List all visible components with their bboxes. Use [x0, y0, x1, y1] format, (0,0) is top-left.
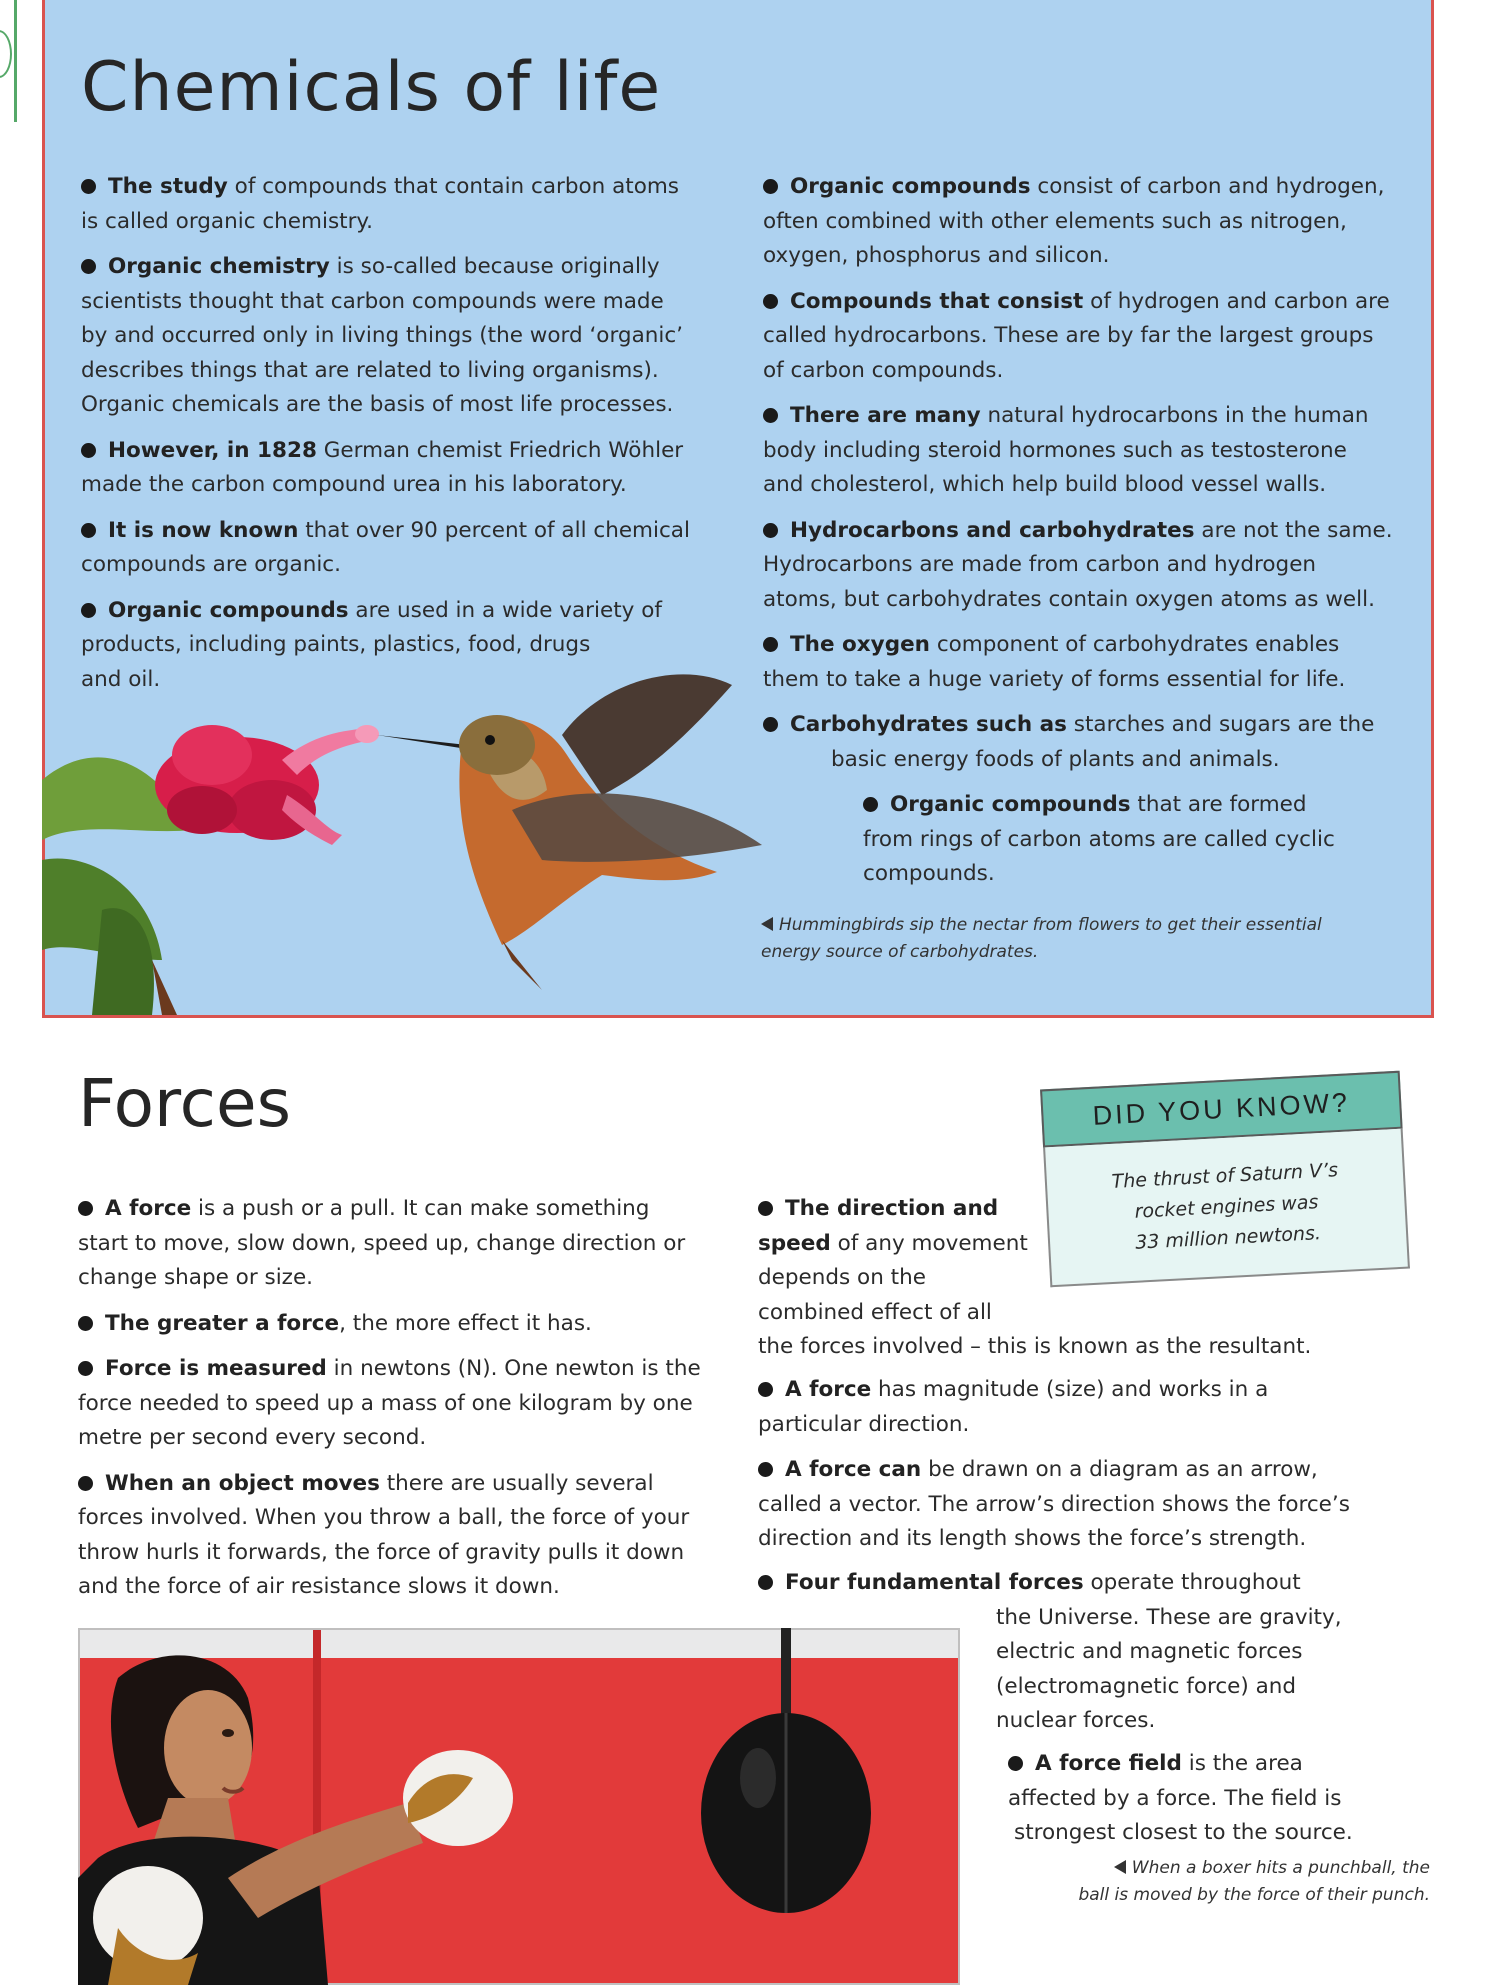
bullet: There are many natural hydrocarbons in the human body including steroid hormones such as testosterone and cholesterol, which help build blood vessel walls.: [763, 403, 1369, 497]
caption-arrow-icon: [1114, 1860, 1126, 1874]
bullet-dot: [81, 259, 96, 274]
bullet: Organic chemistry is so-called because originally scientists thought that carbon compounds were made by and occurred only in living things (the word ‘organic’ describes things that are related to living organisms). Organic chemicals are the basis of most life processes.: [81, 254, 683, 417]
bullet-dot: [78, 1476, 93, 1491]
bullet-dot: [78, 1201, 93, 1216]
hummingbird-flower-photo: [42, 660, 862, 1015]
chemicals-left-column: [81, 170, 721, 708]
chemicals-right-column: [763, 170, 1423, 903]
boxer-caption: When a boxer hits a punchball, the ball is moved by the force of their punch.: [1078, 1858, 1430, 1905]
forces-left-column: [78, 1192, 718, 1616]
forces-title: Forces: [78, 1065, 291, 1142]
bullet-dot: [81, 523, 96, 538]
bullet: A force has magnitude (size) and works in a particular direction.: [758, 1377, 1269, 1437]
bullet: Four fundamental forces operate throughout the Universe. These are gravity, electric and magnetic forces (electromagnetic force) and nuclear forces.: [758, 1566, 1342, 1739]
bullet: The oxygen component of carbohydrates enables them to take a huge variety of forms essential for life.: [763, 632, 1346, 692]
boxer-punchball-photo: [78, 1628, 960, 1985]
bullet: The greater a force, the more effect it has.: [78, 1307, 718, 1342]
did-you-know-label: DID YOU KNOW?: [1091, 1086, 1351, 1131]
bullet-dot: [81, 603, 96, 618]
bullet-dot: [863, 797, 878, 812]
bullet: A force is a push or a pull. It can make something start to move, slow down, speed up, change direction or change shape or size.: [78, 1196, 686, 1290]
did-you-know-text: The thrust of Saturn V’s rocket engines was 33 million newtons.: [1111, 1158, 1339, 1254]
bullet: The study of compounds that contain carbon atoms is called organic chemistry.: [81, 174, 680, 234]
forces-right-bullet-field: [1008, 1747, 1353, 1851]
bullet: Organic compounds that are formed from rings of carbon atoms are called cyclic compounds.: [863, 792, 1335, 886]
forces-right-bullet-direction: [758, 1192, 1311, 1376]
bullet-dot: [763, 294, 778, 309]
bullet-dot: [81, 443, 96, 458]
bullet: The direction and speed of any movement depends on the combined effect of all the forces involved – this is known as the resultant.: [758, 1196, 1312, 1359]
bullet: Force is measured in newtons (N). One newton is the force needed to speed up a mass of one kilogram by one metre per second every second.: [78, 1356, 701, 1450]
bullet: However, in 1828 German chemist Friedrich Wöhler made the carbon compound urea in his laboratory.: [81, 437, 684, 497]
bullet: Carbohydrates such as starches and sugars are the basic energy foods of plants and animals.: [763, 708, 1423, 777]
bullet: Hydrocarbons and carbohydrates are not the same. Hydrocarbons are made from carbon and hydrogen atoms, but carbohydrates contain oxygen atoms as well.: [763, 517, 1393, 612]
bullet: A force can be drawn on a diagram as an arrow, called a vector. The arrow’s direction shows the force’s direction and its length shows the force’s strength.: [758, 1457, 1350, 1551]
chemicals-title: Chemicals of life: [81, 48, 662, 127]
bullet-dot: [758, 1382, 773, 1397]
bullet: Compounds that consist of hydrogen and carbon are called hydrocarbons. These are by far the largest groups of carbon compounds.: [763, 288, 1390, 383]
bullet-dot: [758, 1201, 773, 1216]
bullet: When an object moves there are usually several forces involved. When you throw a ball, the force of your throw hurls it forwards, the force of gravity pulls it down and the force of air resistance slows it down.: [78, 1470, 690, 1599]
bullet: A force field is the area affected by a force. The field is strongest closest to the source.: [1008, 1751, 1353, 1845]
bullet-dot: [758, 1462, 773, 1477]
bullet: It is now known that over 90 percent of all chemical compounds are organic.: [81, 517, 690, 577]
bullet-dot: [78, 1316, 93, 1331]
bullet-dot: [78, 1361, 93, 1376]
bullet-dot: [81, 179, 96, 194]
bullet-dot: [763, 408, 778, 423]
bullet: Organic compounds consist of carbon and hydrogen, often combined with other elements such as nitrogen, oxygen, phosphorus and silicon.: [763, 174, 1385, 268]
bullet-dot: [758, 1575, 773, 1590]
bullet-dot: [763, 523, 778, 538]
bullet-dot: [763, 637, 778, 652]
bullet-dot: [1008, 1756, 1023, 1771]
page-edge-mark: [0, 0, 17, 122]
hummingbird-caption: Hummingbirds sip the nectar from flowers to get their essential energy source of carbohydrates.: [761, 915, 1322, 962]
bullet: Organic compounds are used in a wide variety of products, including paints, plastics, food, drugs and oil.: [81, 597, 662, 692]
forces-right-column: [758, 1373, 1418, 1568]
bullet-dot: [763, 179, 778, 194]
